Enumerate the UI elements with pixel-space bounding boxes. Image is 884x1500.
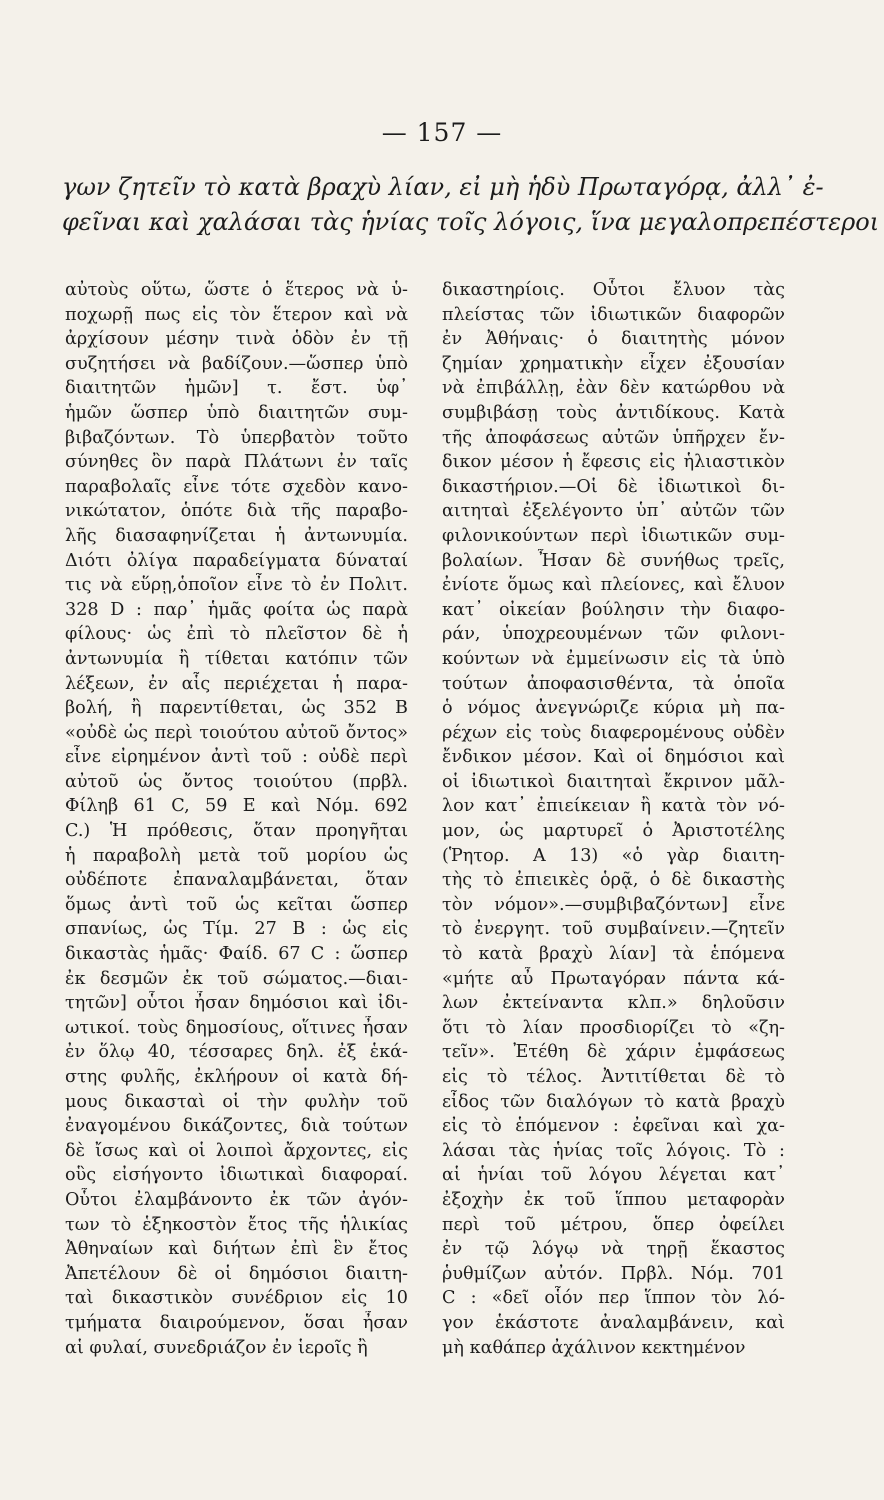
right-column-line: λάσαι τὰς ἡνίας τοῖς λόγοις. Τὸ : xyxy=(442,1140,785,1161)
right-column-line: (Ῥητορ. A 13) «ὁ γὰρ διαιτη- xyxy=(442,845,785,866)
right-column-line: συμβιβάσῃ τοὺς ἀντιδίκους. Κατὰ xyxy=(442,402,785,423)
right-column-line: τεῖν». Ἐτέθη δὲ χάριν ἐμφάσεως xyxy=(442,1042,785,1063)
left-column-line: σπανίως, ὡς Τίμ. 27 B : ὡς εἰς xyxy=(65,919,408,940)
left-column-line: ἐναγομένου δικάζοντες, διὰ τούτων xyxy=(65,1116,408,1137)
right-column-line: ἐν Ἀθήναις· ὁ διαιτητὴς μόνον xyxy=(442,329,785,350)
right-column-line: ρέχων εἰς τοὺς διαφερομένους οὐδὲν xyxy=(442,722,785,743)
right-column-line: τὸ ἐνεργητ. τοῦ συμβαίνειν.—ζητεῖν xyxy=(442,919,785,940)
right-column-line: ἐξοχὴν ἐκ τοῦ ἵππου μεταφορὰν xyxy=(442,1189,785,1210)
left-column-line: αὐτοῦ ὡς ὄντος τοιούτου (πρβλ. xyxy=(65,771,408,792)
left-column-line: Φίληβ 61 C, 59 E καὶ Νόμ. 692 xyxy=(65,796,408,817)
right-column-line: αιτηταὶ ἐξελέγοντο ὑπ᾽ αὐτῶν τῶν xyxy=(442,501,785,522)
left-column-line: δικαστὰς ἡμᾶς· Φαίδ. 67 C : ὥσπερ xyxy=(65,944,408,965)
right-column-line: τὸν νόμον».—συμβιβαζόντων] εἶνε xyxy=(442,894,785,915)
right-column-line: ὁ νόμος ἀνεγνώριζε κύρια μὴ πα- xyxy=(442,698,785,719)
left-column-line: «οὐδὲ ὡς περὶ τοιούτου αὐτοῦ ὄντος» xyxy=(65,722,408,743)
left-column-line: τις νὰ εὕρῃ,ὁποῖον εἶνε τὸ ἐν Πολιτ. xyxy=(65,575,408,596)
left-column-line: Ἀθηναίων καὶ διήτων ἐπὶ ἓν ἔτος xyxy=(65,1239,408,1260)
left-column-line: αἱ φυλαί, συνεδριάζον ἐν ἱεροῖς ἢ xyxy=(65,1337,368,1358)
right-column-line: δικον μέσον ἡ ἔφεσις εἰς ἡλιαστικὸν xyxy=(442,452,785,473)
right-column-line: λων ἐκτείναντα κλπ.» δηλοῦσιν xyxy=(442,993,785,1014)
right-column-line: ἐνίοτε ὅμως καὶ πλείονες, καὶ ἔλυον xyxy=(442,575,785,596)
right-column-line: αἱ ἡνίαι τοῦ λόγου λέγεται κατ᾽ xyxy=(442,1165,785,1186)
left-column-line: λέξεων, ἐν αἷς περιέχεται ἡ παρα- xyxy=(65,673,408,694)
left-column-line: ωτικοί. τοὺς δημοσίους, οἵτινες ἦσαν xyxy=(65,1017,408,1038)
right-column-line: ἔνδικον μέσον. Καὶ οἱ δημόσιοι καὶ xyxy=(442,747,785,768)
left-column-line: φίλους· ὡς ἐπὶ τὸ πλεῖστον δὲ ἡ xyxy=(65,624,408,645)
right-column-line: δικαστηρίοις. Οὗτοι ἔλυον τὰς xyxy=(442,280,785,300)
right-column-line: κούντων νὰ ἐμμείνωσιν εἰς τὰ ὑπὸ xyxy=(442,648,785,669)
main-text xyxy=(62,170,880,240)
right-column-line: πλείστας τῶν ἰδιωτικῶν διαφορῶν xyxy=(442,304,785,325)
right-column-line: κατ᾽ οἰκείαν βούλησιν τὴν διαφο- xyxy=(442,599,785,620)
left-column-line: αὐτοὺς οὕτω, ὥστε ὁ ἕτερος νὰ ὑ- xyxy=(65,280,408,300)
right-column-line: C : «δεῖ οἷόν περ ἵππον τὸν λό- xyxy=(442,1288,785,1309)
right-column-line: εἰς τὸ τέλος. Ἀντιτίθεται δὲ τὸ xyxy=(442,1067,785,1087)
left-column-line: τητῶν] οὗτοι ἦσαν δημόσιοι καὶ ἰδι- xyxy=(65,993,408,1014)
main-text-line: φεῖναι καὶ χαλάσαι τὰς ἡνίας τοῖς λόγοις, ἵνα μεγαλοπρεπέστεροι xyxy=(62,208,880,236)
right-column-line: τούτων ἀποφασισθέντα, τὰ ὁποῖα xyxy=(442,673,785,694)
left-column-line: C.) Ἡ πρόθεσις, ὅταν προηγῆται xyxy=(65,821,408,842)
left-column-line: ποχωρῇ πως εἰς τὸν ἕτερον καὶ νὰ xyxy=(65,304,408,325)
left-column-line: βολή, ἢ παρεντίθεται, ὡς 352 B xyxy=(65,698,408,719)
right-column-line: λον κατ᾽ ἐπιείκειαν ἢ κατὰ τὸν νό- xyxy=(442,796,785,817)
left-column-line: των τὸ ἑξηκοστὸν ἔτος τῆς ἡλικίας xyxy=(65,1214,408,1235)
right-column-line: μον, ὡς μαρτυρεῖ ὁ Ἀριστοτέλης xyxy=(442,821,785,842)
left-column-line: 328 D : παρ᾽ ἡμᾶς φοίτα ὡς παρὰ xyxy=(65,599,408,620)
left-column-line: Ἀπετέλουν δὲ οἱ δημόσιοι διαιτη- xyxy=(65,1263,408,1284)
left-column-line: παραβολαῖς εἶνε τότε σχεδὸν κανο- xyxy=(65,476,408,497)
right-column-line: μὴ καθάπερ ἀχάλινον κεκτημένον xyxy=(442,1337,746,1358)
left-column-line: βιβαζόντων. Τὸ ὑπερβατὸν τοῦτο xyxy=(65,427,408,448)
left-column-line: ἀντωνυμία ἢ τίθεται κατόπιν τῶν xyxy=(65,648,408,669)
left-column-line: Οὗτοι ἐλαμβάνοντο ἐκ τῶν ἀγόν- xyxy=(65,1189,408,1210)
right-column-line: ράν, ὑποχρεουμένων τῶν φιλονι- xyxy=(442,624,785,645)
right-column-line: τὸ κατὰ βραχὺ λίαν] τὰ ἑπόμενα xyxy=(442,944,785,965)
right-column-line: ὅτι τὸ λίαν προσδιορίζει τὸ «ζη- xyxy=(442,1017,785,1038)
right-column-line: εἰς τὸ ἑπόμενον : ἐφεῖναι καὶ χα- xyxy=(442,1116,785,1137)
left-column-line: ἐν ὅλῳ 40, τέσσαρες δηλ. ἐξ ἑκά- xyxy=(65,1042,408,1063)
right-column-line: τὴς τὸ ἐπιεικὲς ὁρᾷ, ὁ δὲ δικαστὴς xyxy=(442,870,785,891)
right-column-line: ῥυθμίζων αὐτόν. Πρβλ. Νόμ. 701 xyxy=(442,1263,785,1284)
left-column-line: εἶνε εἰρημένον ἀντὶ τοῦ : οὐδὲ περὶ xyxy=(65,747,408,768)
left-column-line: μους δικασταὶ οἱ τὴν φυλὴν τοῦ xyxy=(65,1091,408,1112)
page-number: — 157 — xyxy=(381,118,503,147)
left-column-line: ἐκ δεσμῶν ἐκ τοῦ σώματος.—διαι- xyxy=(65,968,408,989)
right-column-line: δικαστήριον.—Οἱ δὲ ἰδιωτικοὶ δι- xyxy=(442,476,785,497)
left-column-line: οὓς εἰσήγοντο ἰδιωτικαὶ διαφοραί. xyxy=(65,1165,408,1186)
right-column-line: ζημίαν χρηματικὴν εἶχεν ἐξουσίαν xyxy=(442,353,785,374)
left-column-line: διαιτητῶν ἡμῶν] τ. ἔστ. ὑφ᾽ xyxy=(65,378,408,399)
right-column-line: φιλονικούντων περὶ ἰδιωτικῶν συμ- xyxy=(442,525,785,546)
right-column-line: ἐν τῷ λόγῳ νὰ τηρῇ ἕκαστος xyxy=(442,1239,785,1260)
right-column-line: οἱ ἰδιωτικοὶ διαιτηταὶ ἔκρινον μᾶλ- xyxy=(442,771,785,792)
left-column-line: σύνηθες ὂν παρὰ Πλάτωνι ἐν ταῖς xyxy=(65,452,408,473)
left-column-line: τμήματα διαιρούμενον, ὅσαι ἦσαν xyxy=(65,1312,408,1333)
left-column-line: Διότι ὀλίγα παραδείγματα δύναταί xyxy=(65,550,408,571)
left-column-line: ταὶ δικαστικὸν συνέδριον εἰς 10 xyxy=(65,1288,408,1309)
left-column-line: λῆς διασαφηνίζεται ἡ ἀντωνυμία. xyxy=(65,525,408,546)
right-column-line: βολαίων. Ἦσαν δὲ συνήθως τρεῖς, xyxy=(442,550,785,571)
right-column-line: νὰ ἐπιβάλλῃ, ἐὰν δὲν κατώρθου νὰ xyxy=(442,378,785,399)
right-column-line: «μήτε αὖ Πρωταγόραν πάντα κά- xyxy=(442,968,785,989)
main-text-line: γων ζητεῖν τὸ κατὰ βραχὺ λίαν, εἰ μὴ ἡδὺ Πρωταγόρᾳ, ἀλλ᾽ ἐ- xyxy=(62,173,824,201)
right-column-line: εἶδος τῶν διαλόγων τὸ κατὰ βραχὺ xyxy=(442,1091,785,1112)
left-column-line: συζητήσει νὰ βαδίζουν.—ὥσπερ ὑπὸ xyxy=(65,353,408,374)
left-column-line: ἡ παραβολὴ μετὰ τοῦ μορίου ὡς xyxy=(65,845,408,866)
left-column-line: ἀρχίσουν μέσην τινὰ ὁδὸν ἐν τῇ xyxy=(65,329,408,350)
left-column-line: οὐδέποτε ἐπαναλαμβάνεται, ὅταν xyxy=(65,870,408,891)
right-column-line: περὶ τοῦ μέτρου, ὅπερ ὀφείλει xyxy=(442,1214,785,1235)
right-column-line: γον ἑκάστοτε ἀναλαμβάνειν, καὶ xyxy=(442,1312,785,1333)
left-column-line: δὲ ἴσως καὶ οἱ λοιποὶ ἄρχοντες, εἰς xyxy=(65,1140,408,1161)
commentary-left-column xyxy=(65,278,408,1360)
left-column-line: στης φυλῆς, ἐκλήρουν οἱ κατὰ δή- xyxy=(65,1067,408,1087)
commentary-right-column xyxy=(442,278,785,1360)
left-column-line: ὅμως ἀντὶ τοῦ ὡς κεῖται ὥσπερ xyxy=(65,894,408,915)
left-column-line: νικώτατον, ὁπότε διὰ τῆς παραβο- xyxy=(65,501,408,522)
right-column-line: τῆς ἀποφάσεως αὐτῶν ὑπῆρχεν ἔν- xyxy=(442,427,785,448)
left-column-line: ἡμῶν ὥσπερ ὑπὸ διαιτητῶν συμ- xyxy=(65,402,408,423)
